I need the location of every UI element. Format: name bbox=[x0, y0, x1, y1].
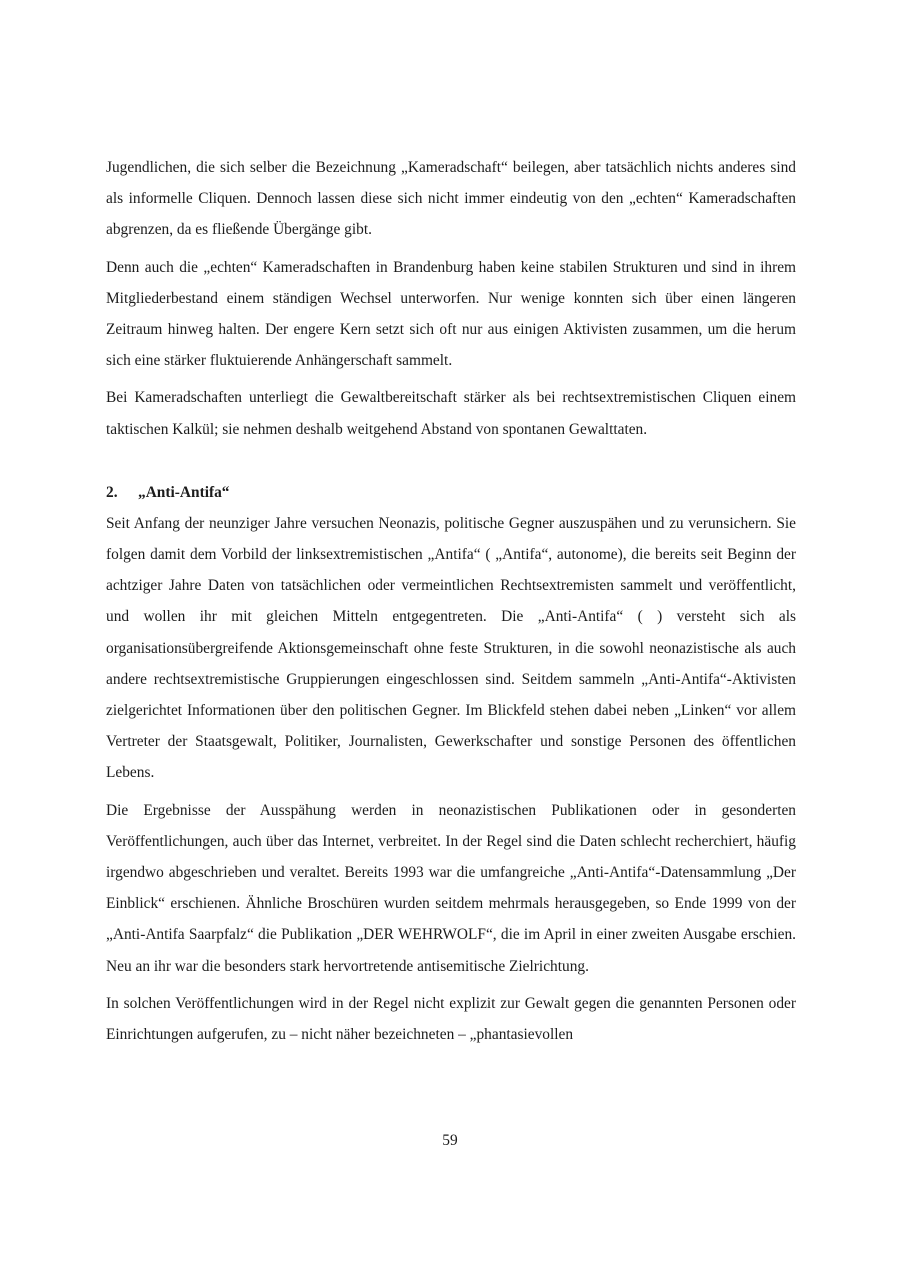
paragraph-kameradschaften-strukturen: Denn auch die „echten“ Kameradschaften in Brandenburg haben keine stabilen Strukturen und sind in ihrem Mitgliederbestand einem ständigen Wechsel unterworfen. Nur wenige konnten sich über einen längeren Zeitraum hinweg halten. Der engere Kern setzt sich oft nur aus einigen Aktivisten zusammen, um die herum sich eine stärker fluktuierende Anhängerschaft sammelt. bbox=[106, 258, 796, 370]
paragraph-ausspaehung: Die Ergebnisse der Ausspähung werden in neonazistischen Publikationen oder in gesonderten Veröffentlichungen, auch über das Internet, verbreitet. In der Regel sind die Daten schlecht recherchiert, häufig irgendwo abgeschrieben und veraltet. Bereits 1993 war die umfangreiche „Anti-Antifa“-Datensammlung „Der Einblick“ erschienen. Ähnliche Broschüren wurden seitdem mehrmals herausgegeben, so Ende 1999 von der „Anti-Antifa Saarpfalz“ die Publikation „DER WEHRWOLF“, die im April in einer zweiten Ausgabe erschien. Neu an ihr war die besonders stark hervortretende antisemitische Zielrichtung. bbox=[106, 801, 796, 975]
page-number: 59 bbox=[442, 1132, 458, 1149]
section-number: 2. bbox=[106, 483, 118, 501]
section-title: „Anti-Antifa“ bbox=[138, 483, 230, 501]
paragraph-anti-antifa-intro: Seit Anfang der neunziger Jahre versuchen Neonazis, politische Gegner auszuspähen und zu verunsichern. Sie folgen damit dem Vorbild der linksextremistischen „Antifa“ ( „Antifa“, autonome), die bereits seit Beginn der achtziger Jahre Daten von tatsächlichen oder vermeintlichen Rechtsextremisten sammelt und veröffentlicht, und wollen ihr mit gleichen Mitteln entgegentreten. Die „Anti-Antifa“ ( ) versteht sich als organisationsübergreifende Aktionsgemeinschaft ohne feste Strukturen, in die sowohl neonazistische als auch andere rechtsextremistische Gruppierungen eingeschlossen sind. Seitdem sammeln „Anti-Antifa“-Aktivisten zielgerichtet Informationen über den politischen Gegner. Im Blickfeld stehen dabei neben „Linken“ vor allem Vertreter der Staatsgewalt, Politiker, Journalisten, Gewerkschafter und sonstige Personen des öffentlichen Lebens. bbox=[106, 514, 796, 782]
paragraph-veroeffentlichungen: In solchen Veröffentlichungen wird in der Regel nicht explizit zur Gewalt gegen die genannten Personen oder Einrichtungen aufgerufen, zu – nicht näher bezeichneten – „phantasievollen bbox=[106, 994, 796, 1044]
section-heading bbox=[106, 477, 796, 508]
body-text bbox=[106, 152, 796, 1056]
paragraph-cliquen: Jugendlichen, die sich selber die Bezeichnung „Kameradschaft“ beilegen, aber tatsächlich nichts anderes sind als informelle Cliquen. Dennoch lassen diese sich nicht immer eindeutig von den „echten“ Kameradschaften abgrenzen, da es fließende Übergänge gibt. bbox=[106, 159, 796, 239]
paragraph-gewaltbereitschaft: Bei Kameradschaften unterliegt die Gewaltbereitschaft stärker als bei rechtsextremistischen Cliquen einem taktischen Kalkül; sie nehmen deshalb weitgehend Abstand von spontanen Gewalttaten. bbox=[106, 389, 796, 438]
